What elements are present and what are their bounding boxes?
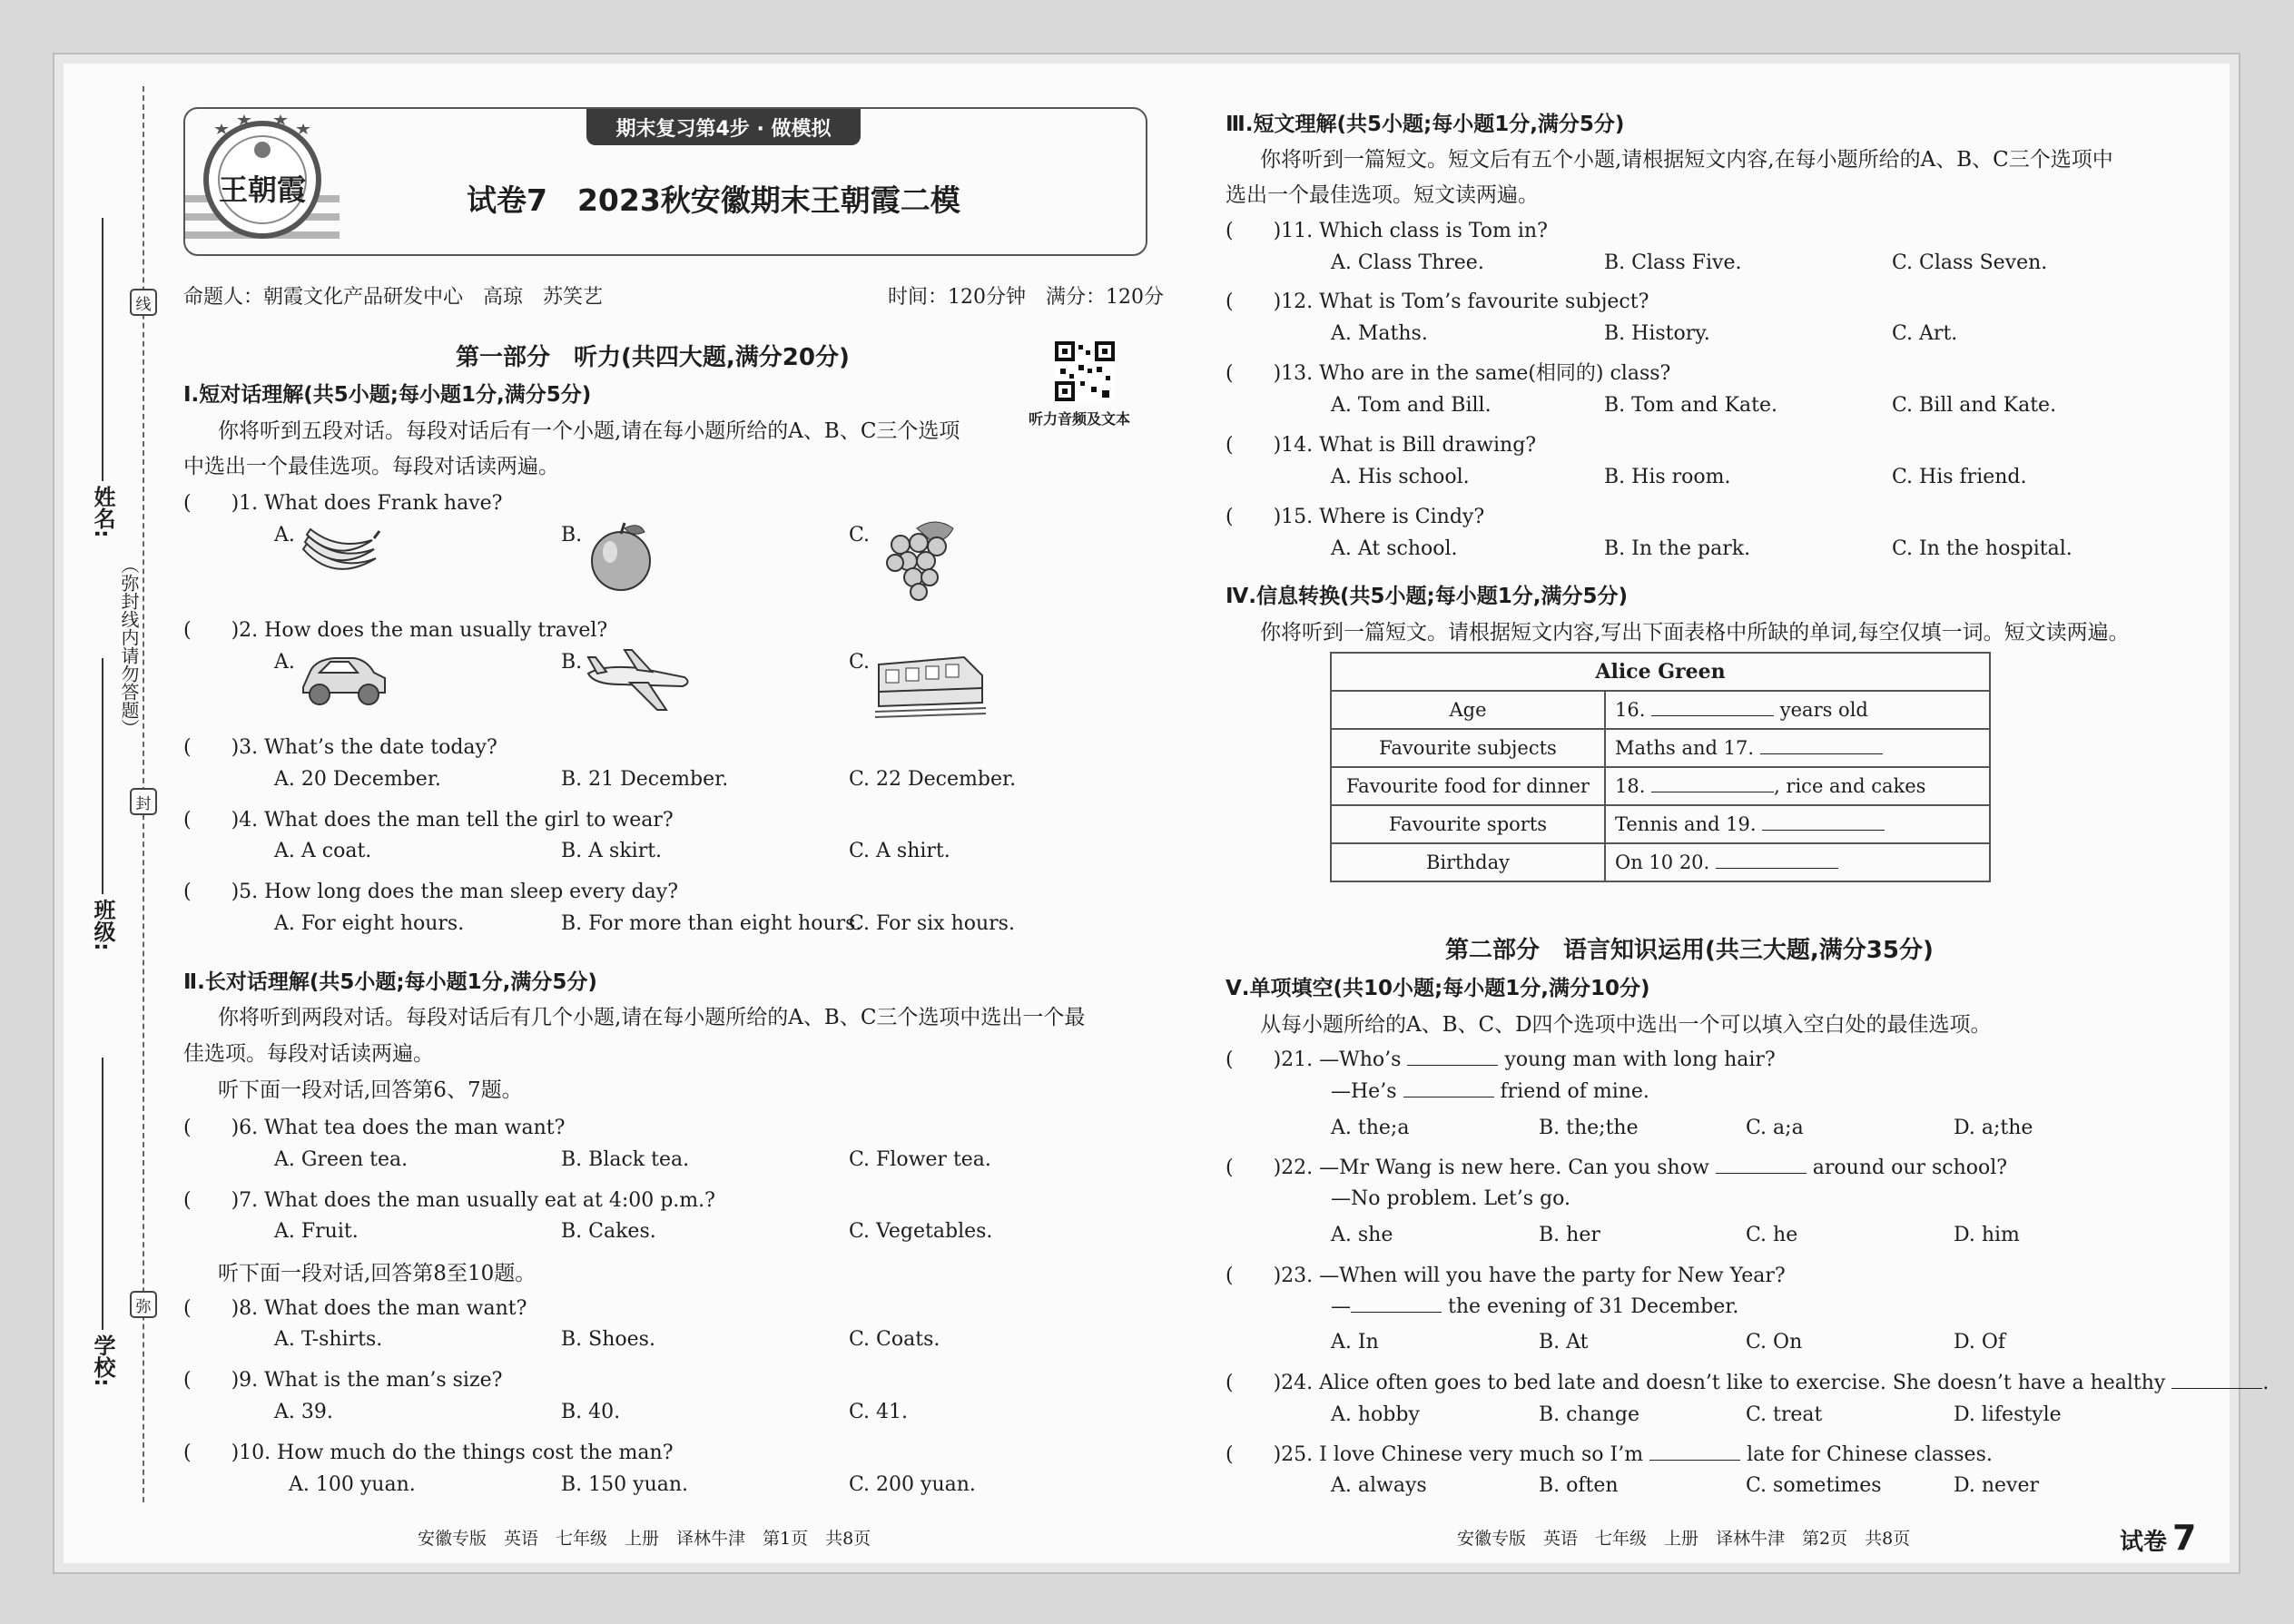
section2-instructions-1: 你将听到两段对话。每段对话后有几个小题,请在每小题所给的A、B、C三个选项中选出一个最 xyxy=(218,1006,1086,1029)
section1-instructions-1: 你将听到五段对话。每段对话后有一个小题,请在每小题所给的A、B、C三个选项 xyxy=(218,419,960,443)
q11-option-b[interactable]: B. Class Five. xyxy=(1604,251,1742,274)
q25-option-d[interactable]: D. never xyxy=(1954,1474,2039,1497)
q4-option-a[interactable]: A. A coat. xyxy=(274,840,372,862)
question-23-b[interactable]: — the evening of 31 December. xyxy=(1331,1295,1739,1318)
question-1[interactable]: ( )1. What does Frank have? xyxy=(183,492,503,515)
q12-option-b[interactable]: B. History. xyxy=(1604,322,1710,345)
svg-text:王朝霞: 王朝霞 xyxy=(218,172,307,207)
q12-option-c[interactable]: C. Art. xyxy=(1892,322,1958,345)
q9-option-a[interactable]: A. 39. xyxy=(274,1401,333,1423)
q7-option-b[interactable]: B. Cakes. xyxy=(561,1220,656,1243)
q1-option-a[interactable]: A. xyxy=(274,524,295,546)
q8-option-b[interactable]: B. Shoes. xyxy=(561,1328,655,1351)
question-11[interactable]: ( )11. Which class is Tom in? xyxy=(1226,220,1548,242)
q21-option-d[interactable]: D. a;the xyxy=(1954,1117,2033,1139)
table-label: Favourite sports xyxy=(1331,805,1605,843)
q22-option-c[interactable]: C. he xyxy=(1746,1224,1798,1246)
q15-option-c[interactable]: C. In the hospital. xyxy=(1892,537,2072,560)
footer-page-2: 安徽专版 英语 七年级 上册 译林牛津 第2页 共8页 xyxy=(1457,1529,1911,1549)
section5-instructions: 从每小题所给的A、B、C、D四个选项中选出一个可以填入空白处的最佳选项。 xyxy=(1260,1013,1992,1037)
section4-title: Ⅳ.信息转换(共5小题;每小题1分,满分5分) xyxy=(1226,585,1628,608)
q22-option-d[interactable]: D. him xyxy=(1954,1224,2020,1246)
question-6[interactable]: ( )6. What tea does the man want? xyxy=(183,1117,566,1139)
q6-option-a[interactable]: A. Green tea. xyxy=(274,1148,409,1171)
table-cell-19[interactable]: Tennis and 19. xyxy=(1605,805,1990,843)
section2-instructions-2: 佳选项。每段对话读两遍。 xyxy=(183,1042,434,1066)
q13-option-c[interactable]: C. Bill and Kate. xyxy=(1892,394,2057,417)
q22-option-b[interactable]: B. her xyxy=(1539,1224,1600,1246)
question-21-b[interactable]: —He’s friend of mine. xyxy=(1331,1080,1649,1103)
apple-icon xyxy=(583,519,659,592)
seal-char-mi: 弥 xyxy=(130,1291,157,1318)
exam-title: 试卷7 2023秋安徽期末王朝霞二模 xyxy=(467,182,960,218)
part1-title: 第一部分 听力(共四大题,满分20分) xyxy=(456,344,850,371)
q10-option-b[interactable]: B. 150 yuan. xyxy=(561,1473,689,1496)
table-row xyxy=(1331,767,1990,805)
q11-option-c[interactable]: C. Class Seven. xyxy=(1892,251,2048,274)
q25-option-c[interactable]: C. sometimes xyxy=(1746,1474,1882,1497)
qr-label: 听力音频及文本 xyxy=(1029,410,1131,428)
question-22-b[interactable]: —No problem. Let’s go. xyxy=(1331,1187,1570,1210)
question-9[interactable]: ( )9. What is the man’s size? xyxy=(183,1369,503,1392)
q4-option-c[interactable]: C. A shirt. xyxy=(849,840,950,862)
q5-option-a[interactable]: A. For eight hours. xyxy=(274,912,465,935)
time-score: 时间：120分钟 满分：120分 xyxy=(888,286,1164,309)
q21-option-a[interactable]: A. the;a xyxy=(1331,1117,1410,1139)
brand-logo-icon xyxy=(185,109,340,254)
qr-code-icon[interactable] xyxy=(1055,341,1115,401)
q11-option-a[interactable]: A. Class Three. xyxy=(1331,251,1484,274)
q24-option-c[interactable]: C. treat xyxy=(1746,1403,1823,1426)
q15-option-a[interactable]: A. At school. xyxy=(1331,537,1458,560)
seal-note: （弥封线内请勿答题） xyxy=(118,556,140,737)
q5-option-c[interactable]: C. For six hours. xyxy=(849,912,1015,935)
seal-char-xian: 线 xyxy=(130,289,157,316)
table-label: Birthday xyxy=(1331,843,1605,881)
q12-option-a[interactable]: A. Maths. xyxy=(1331,322,1428,345)
section1-title: Ⅰ.短对话理解(共5小题;每小题1分,满分5分) xyxy=(183,383,592,407)
table-label: Age xyxy=(1331,691,1605,729)
q6-option-b[interactable]: B. Black tea. xyxy=(561,1148,690,1171)
q3-option-b[interactable]: B. 21 December. xyxy=(561,768,729,791)
q23-option-b[interactable]: B. At xyxy=(1539,1331,1589,1353)
section3-instructions-2: 选出一个最佳选项。短文读两遍。 xyxy=(1226,183,1539,207)
q14-option-b[interactable]: B. His room. xyxy=(1604,466,1731,488)
question-13[interactable]: ( )13. Who are in the same(相同的) class? xyxy=(1226,362,1671,385)
exam-header xyxy=(183,107,1147,256)
train-icon xyxy=(873,646,988,721)
q14-option-a[interactable]: A. His school. xyxy=(1331,466,1470,488)
q13-option-a[interactable]: A. Tom and Bill. xyxy=(1331,394,1492,417)
question-25[interactable]: ( )25. I love Chinese very much so I’m late for Chinese classes. xyxy=(1226,1443,1993,1466)
header-banner: 期末复习第4步 · 做模拟 xyxy=(586,109,861,145)
class-label: 班级: xyxy=(90,899,115,951)
seal-char-feng: 封 xyxy=(130,788,157,815)
table-cell-18[interactable]: 18. , rice and cakes xyxy=(1605,767,1990,805)
school-label: 学校: xyxy=(90,1334,115,1387)
name-label: 姓名: xyxy=(90,486,115,538)
question-10[interactable]: ( )10. How much do the things cost the man? xyxy=(183,1442,674,1464)
info-table xyxy=(1330,652,1991,882)
q8-option-a[interactable]: A. T-shirts. xyxy=(274,1328,383,1351)
section2-sub-2: 听下面一段对话,回答第8至10题。 xyxy=(218,1262,537,1285)
q14-option-c[interactable]: C. His friend. xyxy=(1892,466,2027,488)
q2-option-b[interactable]: B. xyxy=(561,651,583,674)
q24-option-d[interactable]: D. lifestyle xyxy=(1954,1403,2062,1426)
part2-title: 第二部分 语言知识运用(共三大题,满分35分) xyxy=(1445,937,1934,964)
school-input-line[interactable] xyxy=(102,1058,103,1330)
question-7[interactable]: ( )7. What does the man usually eat at 4:00 p.m.? xyxy=(183,1189,715,1212)
question-4[interactable]: ( )4. What does the man tell the girl to wear? xyxy=(183,809,674,832)
question-5[interactable]: ( )5. How long does the man sleep every day? xyxy=(183,881,678,903)
q2-option-c[interactable]: C. xyxy=(849,651,871,674)
section1-instructions-2: 中选出一个最佳选项。每段对话读两遍。 xyxy=(183,455,559,478)
table-cell-16[interactable]: 16. years old xyxy=(1605,691,1990,729)
class-input-line[interactable] xyxy=(102,658,103,894)
table-row xyxy=(1331,691,1990,729)
question-14[interactable]: ( )14. What is Bill drawing? xyxy=(1226,434,1537,457)
q10-option-a[interactable]: A. 100 yuan. xyxy=(289,1473,416,1496)
section4-instructions: 你将听到一篇短文。请根据短文内容,写出下面表格中所缺的单词,每空仅填一词。短文读两遍。 xyxy=(1260,621,2130,645)
q1-option-b[interactable]: B. xyxy=(561,524,583,546)
question-2[interactable]: ( )2. How does the man usually travel? xyxy=(183,619,608,642)
table-row xyxy=(1331,843,1990,881)
author-line: 命题人：朝霞文化产品研发中心 高琼 苏笑艺 xyxy=(183,286,604,309)
q5-option-b[interactable]: B. For more than eight hours. xyxy=(561,912,862,935)
q25-option-b[interactable]: B. often xyxy=(1539,1474,1619,1497)
q13-option-b[interactable]: B. Tom and Kate. xyxy=(1604,394,1777,417)
table-row xyxy=(1331,805,1990,843)
q8-option-c[interactable]: C. Coats. xyxy=(849,1328,940,1351)
q1-option-c[interactable]: C. xyxy=(849,524,871,546)
q21-option-c[interactable]: C. a;a xyxy=(1746,1117,1804,1139)
table-cell-17[interactable]: Maths and 17. xyxy=(1605,729,1990,767)
grapes-icon xyxy=(873,516,964,603)
q10-option-c[interactable]: C. 200 yuan. xyxy=(849,1473,976,1496)
q7-option-c[interactable]: C. Vegetables. xyxy=(849,1220,993,1243)
q24-option-a[interactable]: A. hobby xyxy=(1331,1403,1420,1426)
question-21-a[interactable]: ( )21. —Who’s young man with long hair? xyxy=(1226,1048,1776,1071)
question-15[interactable]: ( )15. Where is Cindy? xyxy=(1226,506,1485,528)
q23-option-c[interactable]: C. On xyxy=(1746,1331,1803,1353)
section2-sub-1: 听下面一段对话,回答第6、7题。 xyxy=(218,1078,523,1102)
q3-option-a[interactable]: A. 20 December. xyxy=(274,768,441,791)
table-label: Favourite food for dinner xyxy=(1331,767,1605,805)
q7-option-a[interactable]: A. Fruit. xyxy=(274,1220,359,1243)
question-3[interactable]: ( )3. What’s the date today? xyxy=(183,736,497,759)
question-22-a[interactable]: ( )22. —Mr Wang is new here. Can you show around our school? xyxy=(1226,1156,2008,1179)
q25-option-a[interactable]: A. always xyxy=(1331,1474,1427,1497)
car-icon xyxy=(298,649,390,709)
section3-title: Ⅲ.短文理解(共5小题;每小题1分,满分5分) xyxy=(1226,113,1625,136)
footer-page-1: 安徽专版 英语 七年级 上册 译林牛津 第1页 共8页 xyxy=(418,1529,871,1549)
table-label: Favourite subjects xyxy=(1331,729,1605,767)
q23-option-a[interactable]: A. In xyxy=(1331,1331,1379,1353)
bananas-icon xyxy=(298,522,381,586)
q23-option-d[interactable]: D. Of xyxy=(1954,1331,2006,1353)
question-24[interactable]: ( )24. Alice often goes to bed late and doesn’t like to exercise. She doesn’t have a healthy . xyxy=(1226,1372,2269,1394)
section5-title: Ⅴ.单项填空(共10小题;每小题1分,满分10分) xyxy=(1226,977,1650,1000)
q9-option-c[interactable]: C. 41. xyxy=(849,1401,909,1423)
plane-icon xyxy=(585,646,694,714)
table-cell-20[interactable]: On 10 20. xyxy=(1605,843,1990,881)
q24-option-b[interactable]: B. change xyxy=(1539,1403,1640,1426)
q15-option-b[interactable]: B. In the park. xyxy=(1604,537,1751,560)
section2-title: Ⅱ.长对话理解(共5小题;每小题1分,满分5分) xyxy=(183,970,597,994)
corner-label: 试卷 7 xyxy=(2120,1518,2197,1558)
table-row xyxy=(1331,729,1990,767)
q6-option-c[interactable]: C. Flower tea. xyxy=(849,1148,991,1171)
table-header: Alice Green xyxy=(1331,653,1990,691)
question-23-a[interactable]: ( )23. —When will you have the party for New Year? xyxy=(1226,1265,1786,1287)
q22-option-a[interactable]: A. she xyxy=(1331,1224,1393,1246)
name-input-line[interactable] xyxy=(102,218,103,481)
section3-instructions-1: 你将听到一篇短文。短文后有五个小题,请根据短文内容,在每小题所给的A、B、C三个选项中 xyxy=(1260,148,2113,172)
q3-option-c[interactable]: C. 22 December. xyxy=(849,768,1017,791)
question-12[interactable]: ( )12. What is Tom’s favourite subject? xyxy=(1226,290,1649,313)
q2-option-a[interactable]: A. xyxy=(274,651,295,674)
q4-option-b[interactable]: B. A skirt. xyxy=(561,840,663,862)
q9-option-b[interactable]: B. 40. xyxy=(561,1401,621,1423)
question-8[interactable]: ( )8. What does the man want? xyxy=(183,1297,527,1320)
q21-option-b[interactable]: B. the;the xyxy=(1539,1117,1639,1139)
